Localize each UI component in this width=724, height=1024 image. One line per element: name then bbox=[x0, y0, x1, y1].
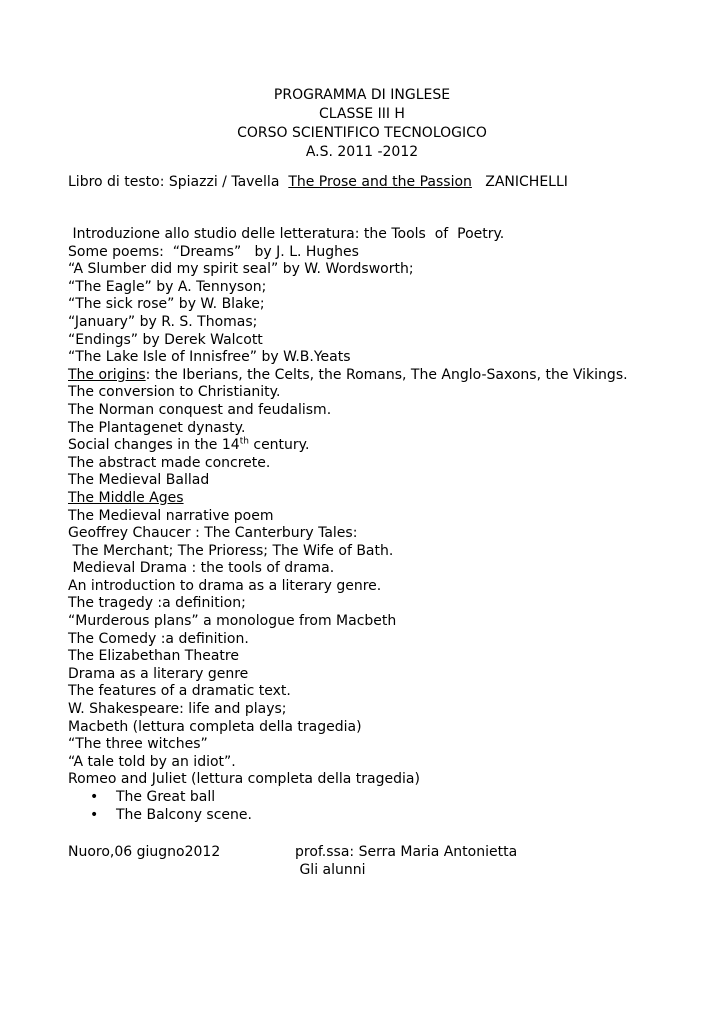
list-item bbox=[68, 789, 688, 807]
header-course: CORSO SCIENTIFICO TECNOLOGICO bbox=[237, 125, 487, 141]
program-line: W. Shakespeare: life and plays; bbox=[68, 701, 287, 718]
social-pre: Social changes in the 14 bbox=[68, 437, 240, 454]
program-line: The Comedy :a definition. bbox=[68, 630, 249, 647]
program-line: The tragedy :a definition; bbox=[68, 595, 246, 612]
ordinal-suffix: th bbox=[239, 436, 249, 447]
social-changes-line bbox=[68, 437, 688, 455]
program-line: An introduction to drama as a literary genre. bbox=[68, 577, 382, 594]
program-line: “The three witches” bbox=[68, 736, 208, 753]
bullet-list bbox=[68, 789, 688, 824]
header-class: CLASSE III H bbox=[319, 106, 405, 122]
list-item bbox=[68, 807, 688, 825]
poem-item: “January” by R. S. Thomas; bbox=[68, 313, 258, 330]
program-line: Drama as a literary genre bbox=[68, 665, 249, 682]
origins-text: : the Iberians, the Celts, the Romans, The Anglo-Saxons, the Vikings. bbox=[145, 366, 628, 383]
program-line: The conversion to Christianity. bbox=[68, 384, 281, 401]
program-line: The Medieval narrative poem bbox=[68, 507, 274, 524]
program-line: “A tale told by an idiot”. bbox=[68, 753, 236, 770]
social-post: century. bbox=[248, 437, 310, 454]
intro-line: Introduzione allo studio delle letteratura: the Tools of Poetry. bbox=[68, 226, 505, 242]
program-line: The features of a dramatic text. bbox=[68, 683, 291, 700]
program-line: The Norman conquest and feudalism. bbox=[68, 401, 332, 418]
document-header bbox=[0, 86, 724, 162]
program-line: The Elizabethan Theatre bbox=[68, 648, 239, 665]
program-line: Macbeth (lettura completa della tragedia) bbox=[68, 718, 362, 735]
poems-header: Some poems: “Dreams” by J. L. Hughes bbox=[68, 243, 359, 260]
program-line: Romeo and Juliet (lettura completa della tragedia) bbox=[68, 771, 420, 788]
poem-item: “The Eagle” by A. Tennyson; bbox=[68, 278, 267, 295]
program-line: The abstract made concrete. bbox=[68, 454, 271, 471]
origins-heading: The origins bbox=[68, 366, 146, 383]
program-line: Geoffrey Chaucer : The Canterbury Tales: bbox=[68, 525, 358, 542]
textbook-publisher: ZANICHELLI bbox=[471, 174, 568, 190]
middle-ages-heading: The Middle Ages bbox=[68, 489, 184, 506]
teacher-signature-label: prof.ssa: Serra Maria Antonietta bbox=[295, 844, 518, 860]
textbook-prefix: Libro di testo: Spiazzi / Tavella bbox=[68, 174, 289, 190]
program-line: Medieval Drama : the tools of drama. bbox=[68, 560, 335, 577]
poem-item: “The Lake Isle of Innisfree” by W.B.Yeats bbox=[68, 349, 351, 366]
signatures bbox=[295, 843, 517, 879]
list-item-label: The Balcony scene. bbox=[116, 806, 252, 823]
header-title: PROGRAMMA DI INGLESE bbox=[273, 87, 451, 103]
header-school-year: A.S. 2011 -2012 bbox=[305, 144, 419, 160]
origins-line bbox=[68, 367, 688, 385]
poem-item: “The sick rose” by W. Blake; bbox=[68, 296, 265, 313]
students-signature-label: Gli alunni bbox=[295, 862, 366, 878]
program-line: The Medieval Ballad bbox=[68, 472, 210, 489]
program-line: “Murderous plans” a monologue from Macbeth bbox=[68, 613, 397, 630]
place-date: Nuoro,06 giugno2012 bbox=[68, 844, 221, 860]
bullet-icon: • bbox=[90, 789, 99, 805]
list-item-label: The Great ball bbox=[116, 789, 216, 805]
textbook-title: The Prose and the Passion bbox=[288, 174, 472, 190]
program-line: The Merchant; The Prioress; The Wife of Bath. bbox=[68, 542, 394, 559]
poem-item: “Endings” by Derek Walcott bbox=[68, 331, 263, 348]
bullet-icon: • bbox=[90, 806, 99, 823]
program-line: The Plantagenet dynasty. bbox=[68, 419, 246, 436]
program-content bbox=[68, 226, 688, 824]
textbook-line bbox=[68, 173, 568, 192]
poem-item: “A Slumber did my spirit seal” by W. Wordsworth; bbox=[68, 261, 414, 278]
